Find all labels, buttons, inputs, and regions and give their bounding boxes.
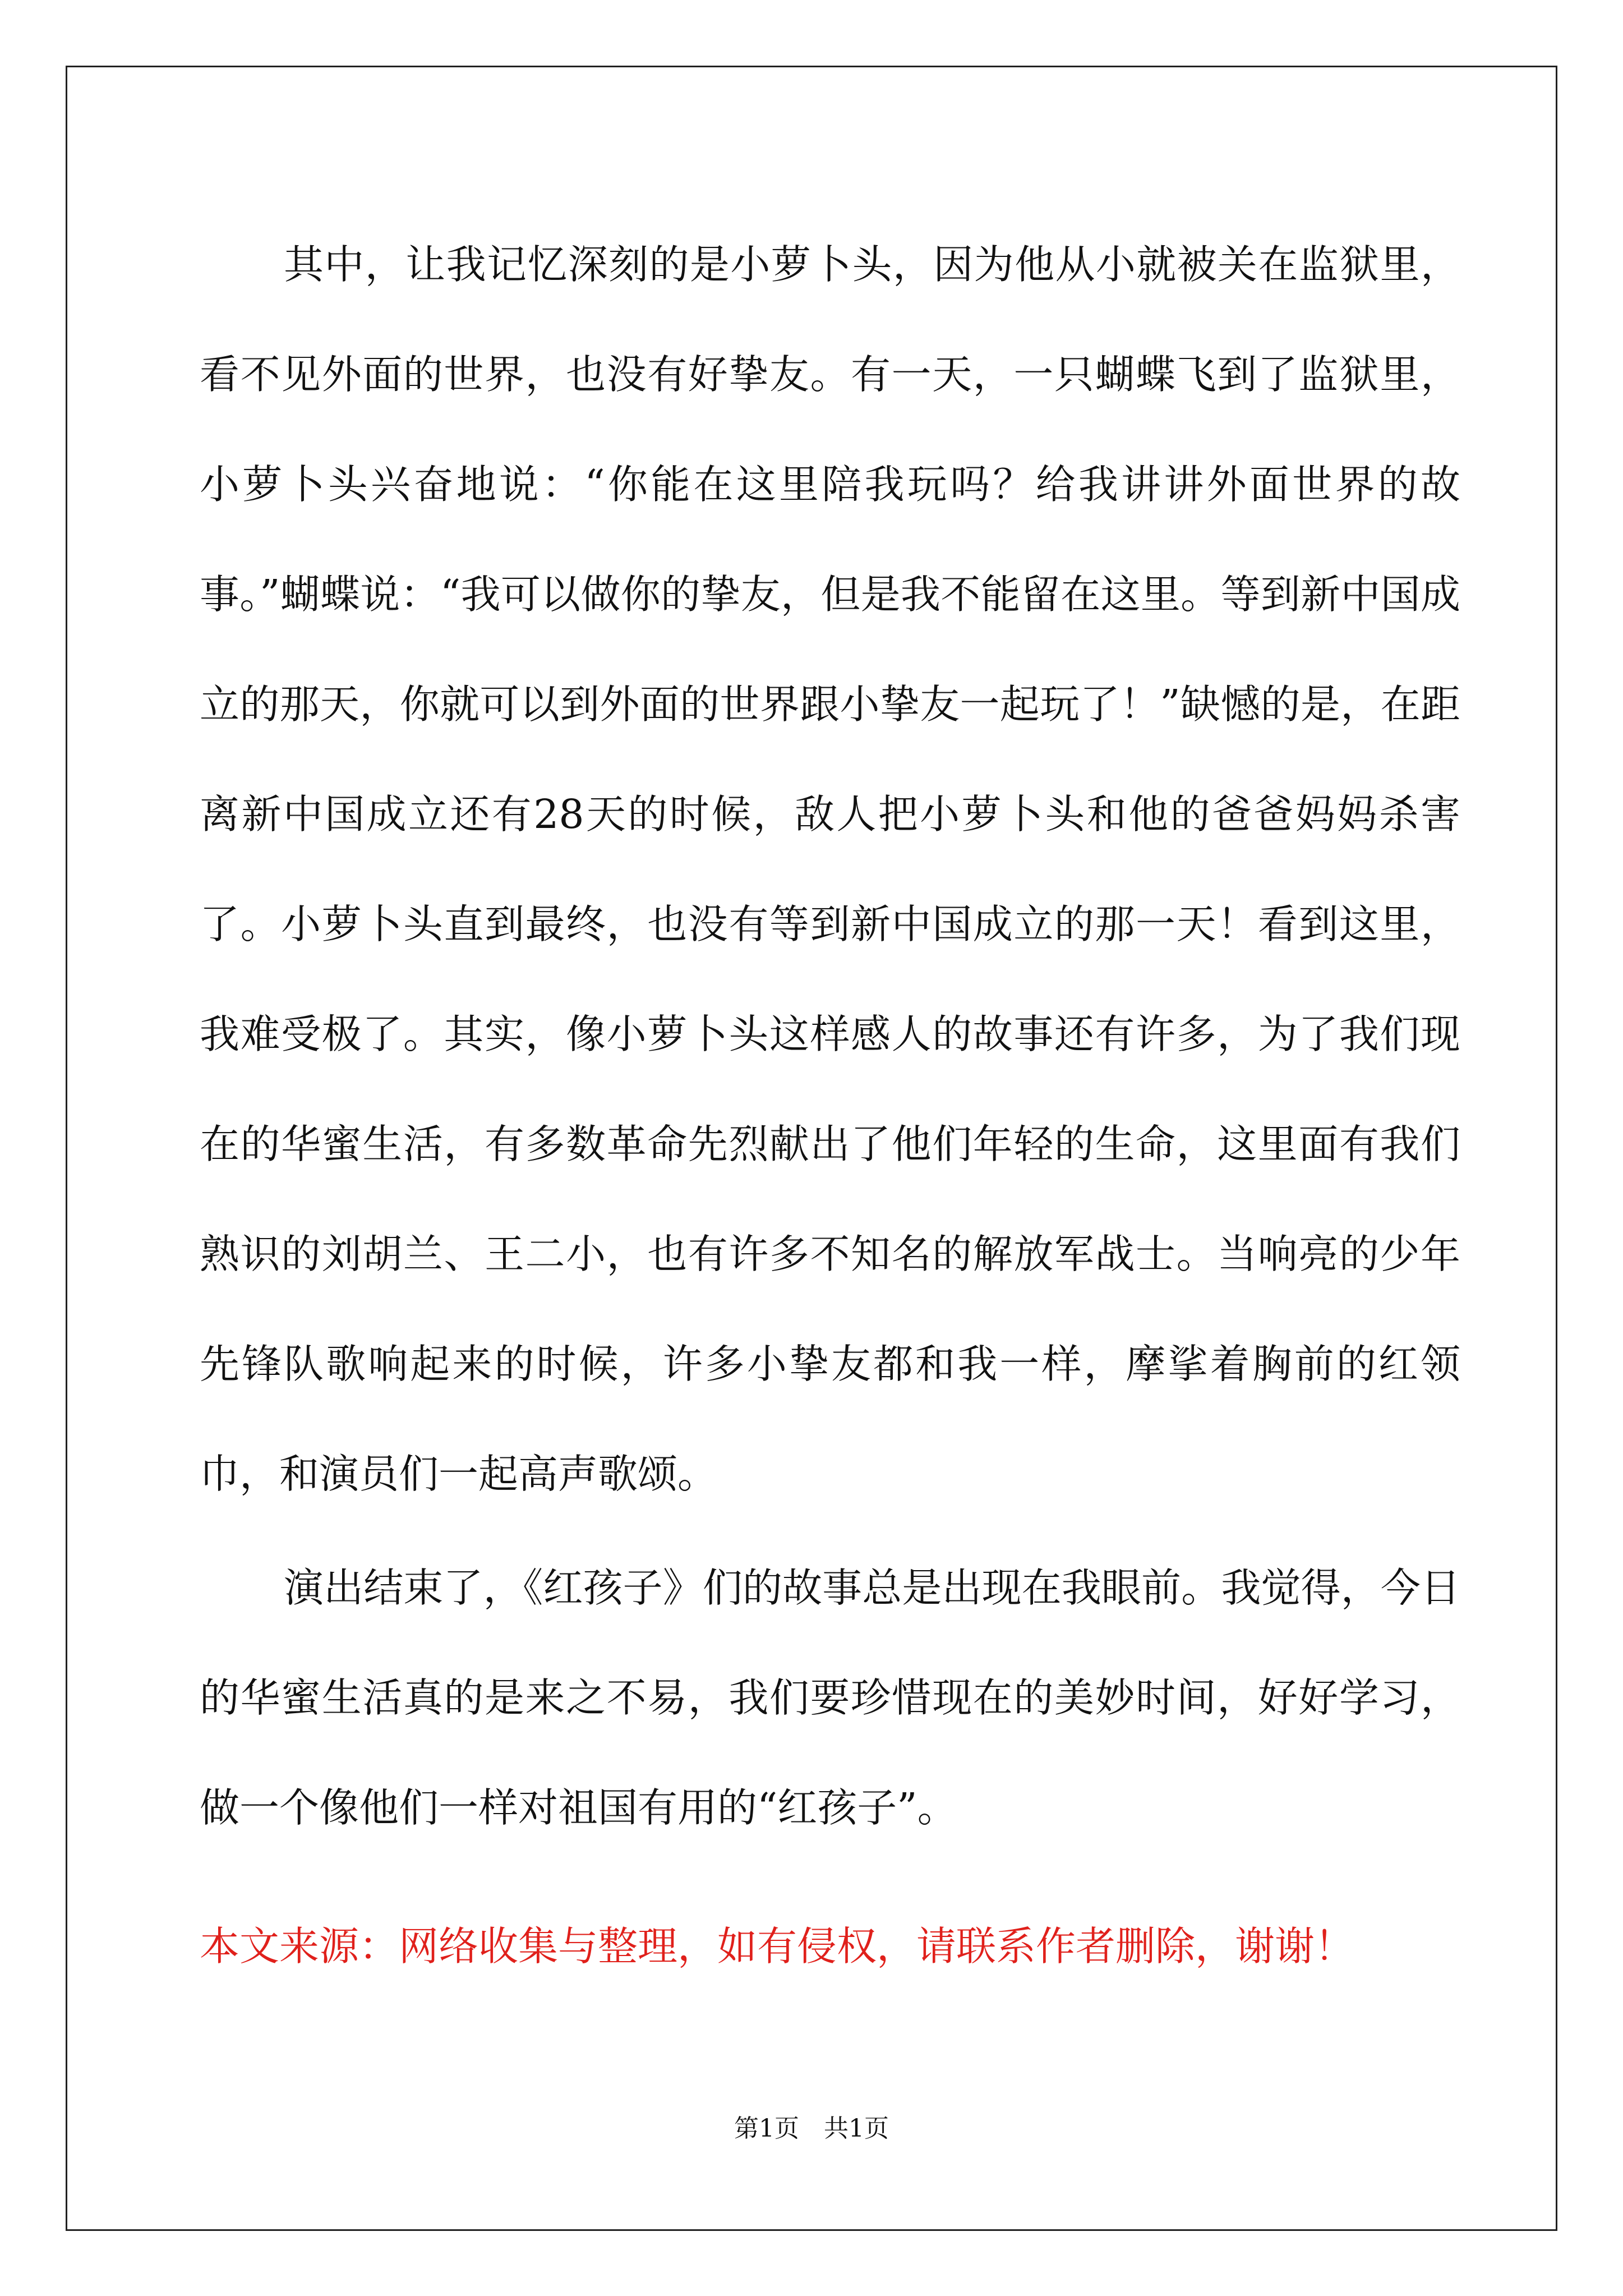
paragraph-1: 其中，让我记忆深刻的是小萝卜头，因为他从小就被关在监狱里，看不见外面的世界，也没有好挚友。有一天，一只蝴蝶飞到了监狱里，小萝卜头兴奋地说：“你能在这里陪我玩吗？给我讲讲外面世界的故事。”蝴蝶说：“我可以做你的挚友，但是我不能留在这里。等到新中国成立的那天，你就可以到外面的世界跟小挚友一起玩了！”缺憾的是，在距离新中国成立还有28天的时候，敌人把小萝卜头和他的爸爸妈妈杀害了。小萝卜头直到最终，也没有等到新中国成立的那一天！看到这里，我难受极了。其实，像小萝卜头这样感人的故事还有许多，为了我们现在的华蜜生活，有多数革命先烈献出了他们年轻的生命，这里面有我们熟识的刘胡兰、王二小，也有许多不知名的解放军战士。当响亮的少年先锋队歌响起来的时候，许多小挚友都和我一样，摩挲着胸前的红领巾，和演员们一起高声歌颂。: [200, 241, 1460, 1497]
document-body: [200, 210, 1460, 1863]
source-note: 本文来源：网络收集与整理，如有侵权，请联系作者删除，谢谢！: [200, 1923, 1355, 1970]
paragraph-2: 演出结束了，《红孩子》们的故事总是出现在我眼前。我觉得，今日的华蜜生活真的是来之不易，我们要珍惜现在的美妙时间，好好学习，做一个像他们一样对祖国有用的“红孩子”。: [200, 1565, 1460, 1831]
page-number-footer: 第1页 共1页: [734, 2114, 889, 2143]
